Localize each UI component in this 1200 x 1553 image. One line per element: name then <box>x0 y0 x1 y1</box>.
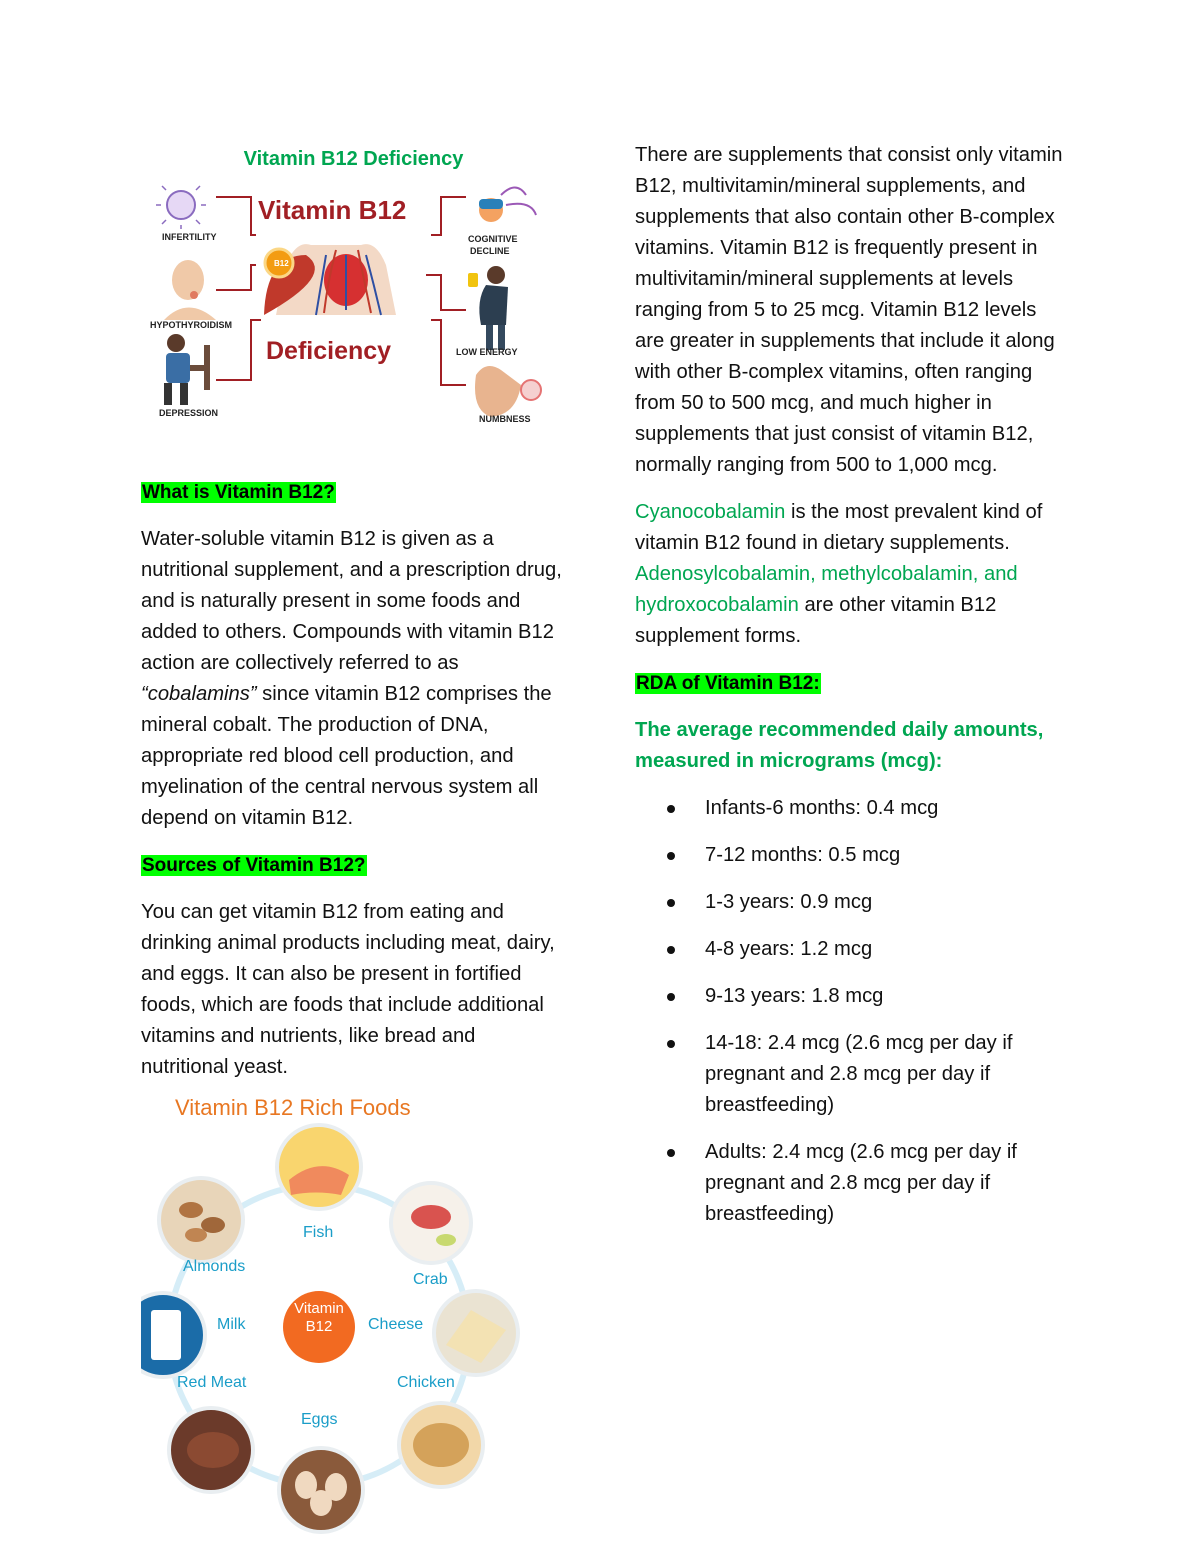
supplements-paragraph: There are supplements that consist only vitamin B12, multivitamin/mineral supplements, and supplements that also contain other B-complex vitamins. Vitamin B12 is frequently present in multivitamin/mineral supplements at levels ranging from 5 to 25 mcg. Vitamin B12 levels are greater in supplements that include it along with other B-complex vitamins, often ranging from 50 to 500 mcg, and much higher in supplements that just consist of vitamin B12, normally ranging from 500 to 1,000 mcg. <box>635 144 1063 476</box>
eggs-icon <box>279 1448 363 1532</box>
b12-foods-wheel <box>141 1095 561 1535</box>
bullet-icon <box>667 899 675 907</box>
forms-paragraph: Cyanocobalamin is the most prevalent kind of vitamin B12 found in dietary supplements. Adenosylcobalamin, methylcobalamin, and hydroxocobalamin are other vitamin B12 supplement forms. <box>635 501 1043 647</box>
what-heading-para <box>141 477 566 508</box>
cognitive-decline-icon <box>479 188 536 223</box>
list-item: Adults: 2.4 mcg (2.6 mcg per day if pregnant and 2.8 mcg per day if breastfeeding) <box>635 1137 1065 1230</box>
low-energy-label: LOW ENERGY <box>456 347 518 357</box>
bullet-icon <box>667 1149 675 1157</box>
foods-title: Vitamin B12 Rich Foods <box>175 1095 411 1120</box>
fish-label: Fish <box>303 1224 334 1241</box>
bullet-icon <box>667 1040 675 1048</box>
list-item: 14-18: 2.4 mcg (2.6 mcg per day if pregnant and 2.8 mcg per day if breastfeeding) <box>635 1028 1065 1121</box>
sources-heading-para <box>141 850 566 881</box>
rda-intro: The average recommended daily amounts, measured in micrograms (mcg): <box>635 719 1044 772</box>
numbness-icon <box>475 366 541 417</box>
bullet-icon <box>667 993 675 1001</box>
what-paragraph: Water-soluble vitamin B12 is given as a nutritional supplement, and a prescription drug, and is naturally present in some foods and added to others. Compounds with vitamin B12 action are collectively referred to as “cobalamins” since vitamin B12 comprises the mineral cobalt. The production of DNA, appropriate red blood cell production, and myelination of the central nervous system all depend on vitamin B12. <box>141 528 562 829</box>
milk-icon <box>141 1293 205 1377</box>
document-title: Vitamin B12 Deficiency <box>243 148 464 170</box>
bullet-icon <box>667 852 675 860</box>
list-item: 9-13 years: 1.8 mcg <box>635 981 1065 1012</box>
other-forms-term: Adenosylcobalamin, methylcobalamin, and hydroxocobalamin <box>635 563 1018 616</box>
rda-heading-para <box>635 668 1065 699</box>
cheese-label: Cheese <box>368 1316 424 1333</box>
depression-label: DEPRESSION <box>159 408 219 418</box>
right-column <box>635 140 1065 1246</box>
fish-icon <box>277 1125 361 1209</box>
bullet-icon <box>667 805 675 813</box>
almonds-label: Almonds <box>183 1258 246 1275</box>
sources-paragraph: You can get vitamin B12 from eating and drinking animal products including meat, dairy, and eggs. It can also be present in fortified foods, which are foods that include additional vitamins and nutrients, like bread and nutritional yeast. <box>141 901 555 1078</box>
list-item: 7-12 months: 0.5 mcg <box>635 840 1065 871</box>
numbness-label: NUMBNESS <box>479 414 531 424</box>
list-item: Infants-6 months: 0.4 mcg <box>635 793 1065 824</box>
rda-heading: RDA of Vitamin B12: <box>636 673 820 694</box>
infertility-icon <box>156 185 206 229</box>
sources-heading: Sources of Vitamin B12? <box>142 855 366 876</box>
eggs-label: Eggs <box>301 1411 338 1428</box>
infographic-title: Vitamin B12 <box>258 195 407 225</box>
depression-icon <box>164 334 210 405</box>
crab-icon <box>391 1183 471 1263</box>
deficiency-infographic <box>146 185 556 445</box>
cognitive-label-line2: DECLINE <box>470 246 510 256</box>
list-item: 1-3 years: 0.9 mcg <box>635 887 1065 918</box>
milk-label: Milk <box>217 1316 246 1333</box>
what-heading: What is Vitamin B12? <box>142 482 335 503</box>
red-meat-label: Red Meat <box>177 1374 247 1391</box>
almonds-icon <box>159 1178 243 1262</box>
cobalamins-term: “cobalamins” <box>141 683 257 705</box>
cheese-icon <box>434 1291 518 1375</box>
bullet-icon <box>667 946 675 954</box>
rda-list <box>635 793 1065 1230</box>
red-meat-icon <box>169 1408 253 1492</box>
infertility-label: INFERTILITY <box>162 232 217 242</box>
foods-center-label: Vitamin B12 <box>294 1300 344 1335</box>
crab-label: Crab <box>413 1271 448 1288</box>
low-energy-icon <box>468 266 508 350</box>
cyanocobalamin-term: Cyanocobalamin <box>635 501 786 523</box>
hypothyroidism-icon <box>164 260 216 320</box>
left-column <box>141 140 566 1535</box>
infographic-subtitle: Deficiency <box>266 337 392 365</box>
list-item: 4-8 years: 1.2 mcg <box>635 934 1065 965</box>
chicken-icon <box>399 1403 483 1487</box>
hypothyroidism-label: HYPOTHYROIDISM <box>150 320 233 330</box>
cognitive-label-line1: COGNITIVE <box>468 234 518 244</box>
b12-badge-label: B12 <box>274 259 289 268</box>
chicken-label: Chicken <box>397 1374 455 1391</box>
